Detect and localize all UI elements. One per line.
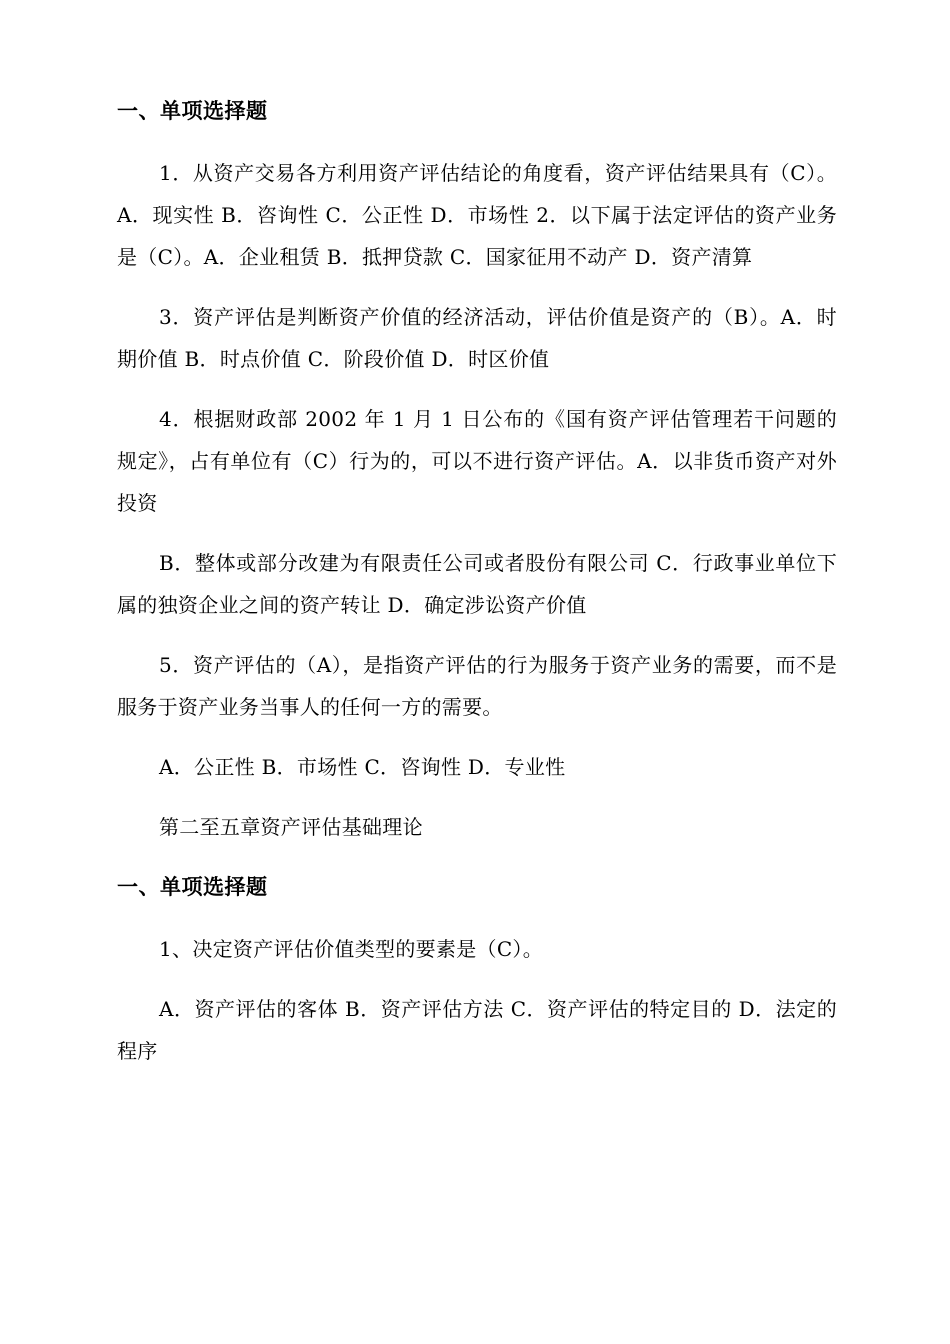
section-heading-2: 一、单项选择题 — [117, 875, 268, 899]
chapter-question-1-options: A．资产评估的客体 B．资产评估方法 C．资产评估的特定目的 D．法定的程序 — [117, 997, 837, 1063]
question-4-options: B．整体或部分改建为有限责任公司或者股份有限公司 C．行政事业单位下属的独资企业之间的资产转让 D．确定涉讼资产价值 — [117, 551, 837, 617]
question-paragraph-3: 3．资产评估是判断资产价值的经济活动，评估价值是资产的（B）。A．时期价值 B．时点价值 C．阶段价值 D．时区价值 — [117, 305, 837, 371]
question-paragraph-1-2: 1．从资产交易各方利用资产评估结论的角度看，资产评估结果具有（C）。A．现实性 B．咨询性 C．公正性 D．市场性 2．以下属于法定评估的资产业务是（C）。A．企业租赁 B．抵押贷款 C．国家征用不动产 D．资产清算 — [117, 161, 837, 269]
section-heading: 一、单项选择题 — [117, 99, 268, 123]
chapter-title: 第二至五章资产评估基础理论 — [159, 815, 423, 839]
question-paragraph-4: 4．根据财政部 2002 年 1 月 1 日公布的《国有资产评估管理若干问题的规定》，占有单位有（C）行为的，可以不进行资产评估。A．以非货币资产对外投资 — [117, 407, 837, 515]
chapter-question-1: 1、决定资产评估价值类型的要素是（C）。 — [159, 937, 544, 961]
question-paragraph-5: 5．资产评估的（A），是指资产评估的行为服务于资产业务的需要，而不是服务于资产业务当事人的任何一方的需要。 — [117, 653, 837, 719]
document-body — [117, 90, 837, 1090]
question-5-options: A．公正性 B．市场性 C．咨询性 D．专业性 — [159, 755, 566, 779]
